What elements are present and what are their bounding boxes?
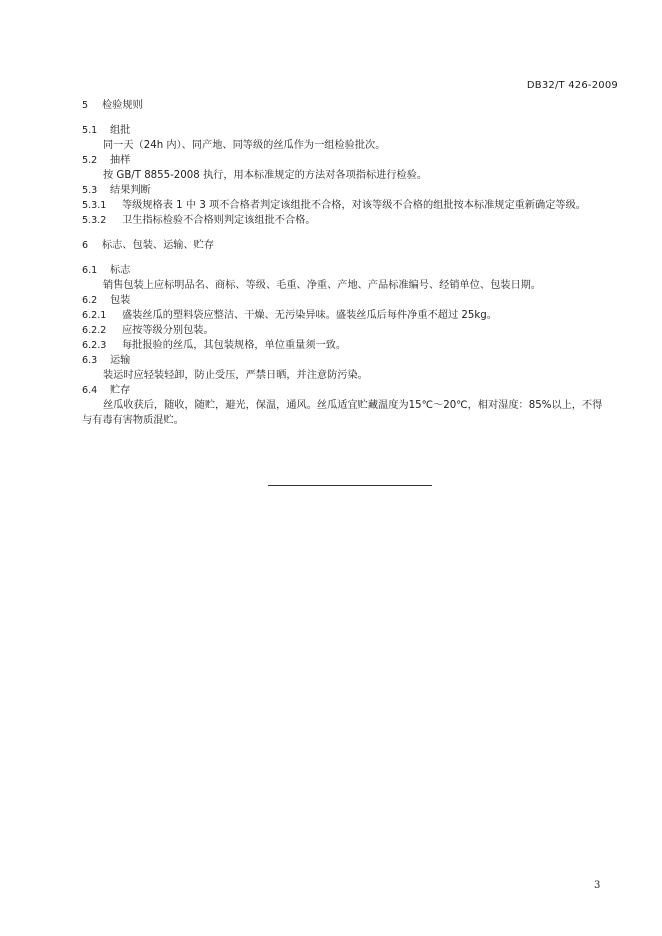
clause-number: 5.3.2 xyxy=(82,215,107,226)
clause-number: 5.2 xyxy=(82,155,98,166)
section-title: 标志、包装、运输、贮存 xyxy=(102,240,215,251)
clause-number: 6.2.3 xyxy=(82,340,107,351)
clause-number: 6.2.1 xyxy=(82,310,107,321)
clause-number: 6.3 xyxy=(82,355,98,366)
clause-6-2-3 xyxy=(82,338,604,353)
section-6-heading xyxy=(82,238,604,253)
document-body xyxy=(82,98,604,428)
clause-text: 每批报验的丝瓜，其包装规格，单位重量须一致。 xyxy=(122,340,347,351)
clause-5-3-1 xyxy=(82,198,604,213)
clause-title: 组批 xyxy=(110,125,131,136)
clause-title: 抽样 xyxy=(110,155,131,166)
page-number: 3 xyxy=(594,880,601,891)
clause-number: 5.3.1 xyxy=(82,200,107,211)
clause-text: 卫生指标检验不合格则判定该组批不合格。 xyxy=(122,215,316,226)
section-title: 检验规则 xyxy=(102,100,143,111)
clause-text: 盛装丝瓜的塑料袋应整洁、干燥、无污染异味。盛装丝瓜后每件净重不超过 25kg。 xyxy=(122,310,497,321)
clause-number: 6.1 xyxy=(82,265,98,276)
clause-title: 运输 xyxy=(110,355,131,366)
clause-number: 6.2.2 xyxy=(82,325,107,336)
clause-5-3-2 xyxy=(82,213,604,228)
clause-6-2-1 xyxy=(82,308,604,323)
clause-6-2-2 xyxy=(82,323,604,338)
section-5-heading xyxy=(82,98,604,113)
clause-5-1-text: 同一天（24h 内）、同产地、同等级的丝瓜作为一组检验批次。 xyxy=(103,140,386,151)
clause-6-1-text: 销售包装上应标明品名、商标、等级、毛重、净重、产地、产品标准编号、经销单位、包装日期。 xyxy=(103,280,542,291)
clause-title: 包装 xyxy=(110,295,131,306)
clause-title: 标志 xyxy=(110,265,131,276)
clause-number: 6.4 xyxy=(82,385,98,396)
clause-number: 6.2 xyxy=(82,295,98,306)
clause-text: 应按等级分别包装。 xyxy=(122,325,214,336)
clause-5-2-heading xyxy=(82,153,604,168)
clause-6-4-text: 丝瓜收获后，随收，随贮，避光，保温，通风。丝瓜适宜贮藏温度为15℃～20℃，相对湿度：85%以上，不得与有毒有害物质混贮。 xyxy=(82,400,603,426)
clause-6-1-heading xyxy=(82,263,604,278)
section-number: 5 xyxy=(82,100,89,111)
clause-6-3-text: 装运时应轻装轻卸，防止受压，严禁日晒，并注意防污染。 xyxy=(103,370,368,381)
clause-number: 5.3 xyxy=(82,185,98,196)
clause-5-3-heading xyxy=(82,183,604,198)
clause-title: 贮存 xyxy=(110,385,131,396)
clause-6-2-heading xyxy=(82,293,604,308)
clause-5-2-text: 按 GB/T 8855-2008 执行，用本标准规定的方法对各项指标进行检验。 xyxy=(103,170,428,181)
end-rule xyxy=(268,485,432,486)
clause-6-3-heading xyxy=(82,353,604,368)
document-code: DB32/T 426-2009 xyxy=(526,80,618,91)
clause-5-1-heading xyxy=(82,123,604,138)
clause-title: 结果判断 xyxy=(110,185,151,196)
section-number: 6 xyxy=(82,240,89,251)
clause-number: 5.1 xyxy=(82,125,98,136)
clause-text: 等级规格表 1 中 3 项不合格者判定该组批不合格，对该等级不合格的组批按本标准规定重新确定等级。 xyxy=(122,200,586,211)
clause-6-4-heading xyxy=(82,383,604,398)
